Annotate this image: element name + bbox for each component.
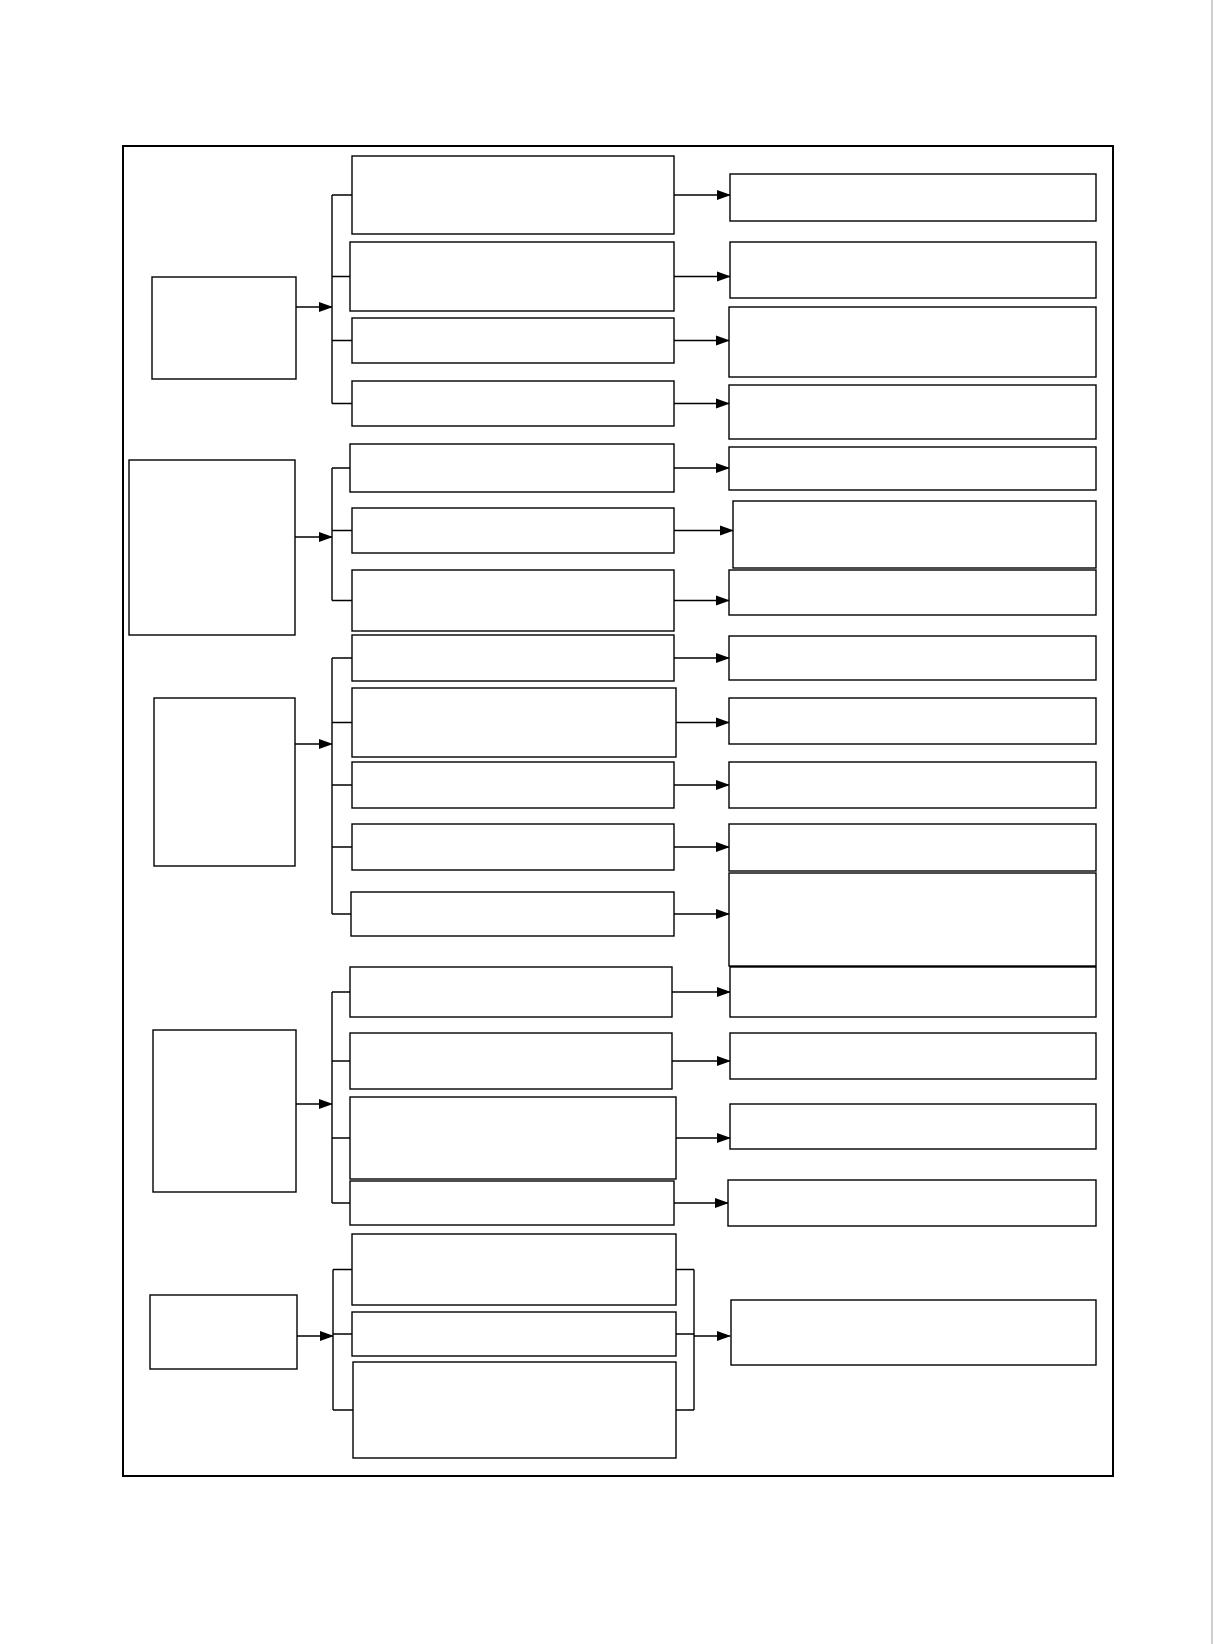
result-box xyxy=(728,1180,1096,1226)
result-box xyxy=(731,1300,1096,1365)
root-box xyxy=(129,460,295,635)
step-box xyxy=(352,635,674,681)
step-box xyxy=(352,688,676,757)
result-box xyxy=(729,570,1096,615)
result-box xyxy=(730,967,1096,1017)
result-box xyxy=(730,1104,1096,1149)
step-box xyxy=(350,1097,676,1179)
root-box xyxy=(153,1030,296,1192)
step-box xyxy=(352,824,674,870)
result-box xyxy=(733,501,1096,568)
result-box xyxy=(729,824,1096,871)
root-box xyxy=(152,277,296,379)
result-box xyxy=(730,174,1096,221)
outer-frame xyxy=(123,146,1113,1476)
step-box xyxy=(352,762,674,808)
step-box xyxy=(352,1312,676,1356)
step-box xyxy=(350,1033,672,1089)
step-box xyxy=(352,1234,676,1305)
result-box xyxy=(729,636,1096,680)
step-box xyxy=(350,242,674,311)
result-box xyxy=(729,762,1096,808)
result-box xyxy=(729,447,1096,490)
root-box xyxy=(154,698,295,866)
result-box xyxy=(729,873,1096,966)
step-box xyxy=(352,570,674,631)
step-box xyxy=(352,156,674,234)
result-box xyxy=(729,698,1096,744)
result-box xyxy=(730,242,1096,298)
step-box xyxy=(352,318,674,363)
root-box xyxy=(150,1295,297,1369)
step-box xyxy=(352,381,674,426)
step-box xyxy=(350,444,674,492)
step-box xyxy=(351,892,674,936)
result-box xyxy=(730,1033,1096,1079)
step-box xyxy=(353,1362,676,1458)
result-box xyxy=(729,307,1096,377)
step-box xyxy=(350,1181,674,1225)
step-box xyxy=(350,967,672,1017)
result-box xyxy=(729,385,1096,439)
step-box xyxy=(352,508,674,553)
